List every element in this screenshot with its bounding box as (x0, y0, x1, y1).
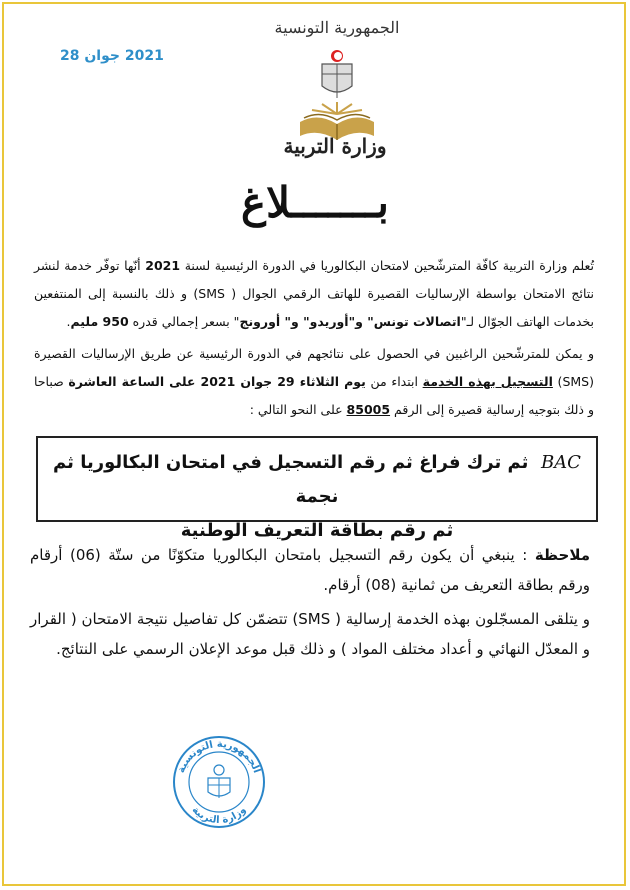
svg-text:وزارة التربية: وزارة التربية (189, 804, 249, 827)
official-stamp-icon (168, 732, 270, 830)
note-paragraph-2: و يتلقى المسجّلون بهذه الخدمة إرسالية ( SMS) تتضمّن كل تفاصيل نتيجة الامتحان ( القرار و المعدّل النهائي و أعداد مختلف المواد ) و ذلك قبل موعد الإعلان الرسمي على النتائج. (30, 610, 590, 658)
paragraph-service: تُعلم وزارة التربية كافّة المترشّحين لامتحان البكالوريا في الدورة الرئيسية لسنة 2021 أنّها توفّر خدمة لنشر نتائج الامتحان بواسطة الإرساليات القصيرة للهاتف الرقمي الجوال ( SMS) و ذلك بالنسبة إلى المنتفعين بخدمات الهاتف الجوّال لـ"اتصالات تونس" و"أوريدو" و" أورونج" بسعر إجمالي قدره 950 مليم. (34, 258, 595, 329)
ministry-name: وزارة التربية (283, 134, 387, 158)
paragraph-registration: و يمكن للمترشّحين الراغبين في الحصول على نتائجهم في الدورة الرئيسية عن طريق الإرساليات القصيرة (SMS) التسجيل بهذه الخدمة ابتداء من يوم الثلاثاء 29 جوان 2021 على الساعة العاشرة صباحا و ذلك بتوجيه إرسالية قصيرة إلى الرقم 85005 على النحو التالي : (34, 346, 594, 417)
sms-format-line-2: ثم رقم بطاقة التعريف الوطنية (180, 520, 454, 541)
sms-format-line-1: BAC ثم ترك فراغ ثم رقم التسجيل في امتحان البكالوريا ثم نجمة (53, 452, 581, 507)
republic-heading: الجمهورية التونسية (274, 18, 400, 37)
notice-title: بـــــــلاغ (241, 178, 389, 227)
note-paragraph: ملاحظة : ينبغي أن يكون رقم التسجيل بامتحان البكالوريا متكوّنًا من ستّة (06) أرقام ورقم بطاقة التعريف من ثمانية (08) أرقام. (30, 546, 591, 594)
sms-format-box (36, 436, 598, 541)
svg-text:الجمهورية التونسية: الجمهورية التونسية (175, 738, 263, 775)
document-date: 2021 جوان 28 (60, 48, 164, 64)
